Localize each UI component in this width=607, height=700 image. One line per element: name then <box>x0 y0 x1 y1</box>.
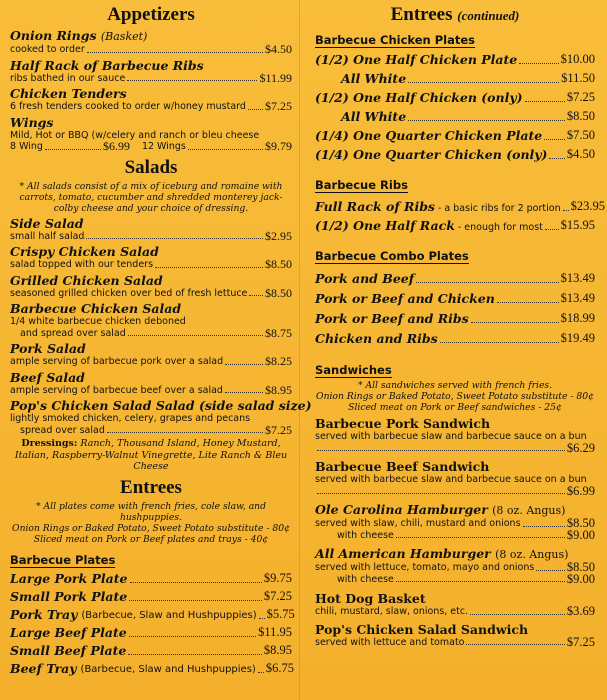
menu-item-chicken <box>315 109 595 124</box>
item-name: Chicken and Ribs <box>315 331 438 346</box>
menu-item-chicken-tenders <box>10 86 292 113</box>
item-name: Barbecue Pork Sandwich <box>315 416 491 431</box>
plate-list <box>10 570 295 676</box>
entrees-note: Onion Rings or Baked Potato, Sweet Potato substitute - 80¢ <box>12 522 290 534</box>
cheese-label: with cheese <box>337 573 394 585</box>
appetizers-title: Appetizers <box>107 4 195 25</box>
item-price: $13.49 <box>560 291 595 305</box>
salads-note: * All salads consist of a mix of iceburg and romaine with carrots, tomato, cucumber and shredded monterey jack-colby cheese and your choice of dressing. <box>19 180 283 214</box>
item-price: $8.95 <box>265 382 292 397</box>
item-name: Beef Salad <box>10 369 85 385</box>
item-extra: (Barbecue, Slaw and Hushpuppies) <box>81 610 257 621</box>
item-name: Pork Tray <box>10 606 78 622</box>
item-price: $4.50 <box>265 42 292 56</box>
menu-item-half-rack-ribs <box>10 58 292 85</box>
menu-item-plate <box>10 661 292 676</box>
wing-option: 8 Wing <box>10 141 43 152</box>
item-desc: small half salad <box>10 230 85 242</box>
item-price: $8.95 <box>263 642 292 657</box>
item-name: Large Pork Plate <box>10 570 128 586</box>
item-price: $9.75 <box>263 570 292 585</box>
item-name: All White <box>341 71 407 86</box>
item-note: (8 oz. Angus) <box>495 548 569 561</box>
item-name: Pork or Beef and Chicken <box>315 291 495 306</box>
item-desc: served with barbecue slaw and barbecue sauce on a bun <box>315 474 587 485</box>
item-price: $6.29 <box>566 440 595 455</box>
item-price: $8.50 <box>566 109 595 123</box>
menu-item-bbq-pork-sandwich <box>315 416 595 454</box>
item-desc: served with lettuce, tomato, mayo and onions <box>315 562 535 573</box>
cheese-price: $9.00 <box>566 571 595 586</box>
item-price: $13.49 <box>560 271 595 285</box>
sandwiches-note: Sliced meat on Pork or Beef sandwiches - 25¢ <box>348 402 562 413</box>
menu-item-chicken <box>315 90 595 105</box>
entrees-note: * All plates come with french fries, cole slaw, and hushpuppies. <box>36 500 266 523</box>
item-desc: 6 fresh tenders cooked to order w/honey mustard <box>10 101 246 112</box>
item-desc: served with lettuce and tomato <box>315 636 465 648</box>
menu-item-all-american-hamburger <box>315 546 595 585</box>
ribs-header: Barbecue Ribs <box>315 178 408 192</box>
item-name: Beef Tray <box>10 660 77 676</box>
item-name: Pork Salad <box>10 341 86 356</box>
menu-item-combo <box>315 331 595 346</box>
menu-item-combo <box>315 311 595 326</box>
item-extra: - enough for most <box>457 221 543 233</box>
item-name: Large Beef Plate <box>10 624 127 640</box>
item-name: Small Pork Plate <box>10 588 128 604</box>
cheese-label: with cheese <box>337 529 394 541</box>
menu-item-salad <box>10 273 292 300</box>
item-name: Wings <box>10 114 54 130</box>
menu-item-plate <box>10 625 292 640</box>
cheese-price: $9.00 <box>566 527 595 542</box>
item-row <box>10 325 292 340</box>
item-name: Side Salad <box>10 215 84 231</box>
item-name: Full Rack of Ribs <box>315 199 435 214</box>
entrees-note: Sliced meat on Pork or Beef plates and trays - 40¢ <box>33 533 269 545</box>
dressings-text: Ranch, Thousand Island, Honey Mustard, Italian, Raspberry-Walnut Vinegrette, Lite Ranch & Bleu Cheese <box>14 438 288 472</box>
item-desc: lightly smoked chicken, celery, grapes and pecans <box>10 413 251 424</box>
item-name: (1/4) One Quarter Chicken Plate <box>315 128 543 143</box>
item-price: $8.50 <box>265 285 292 300</box>
menu-item-onion-rings <box>10 28 292 56</box>
item-price: $6.99 <box>566 483 595 498</box>
right-column <box>315 4 605 650</box>
item-desc: 1/4 white barbecue chicken deboned <box>10 316 186 327</box>
item-row <box>10 356 292 368</box>
item-name: Hot Dog Basket <box>315 591 426 606</box>
item-name: (1/2) One Half Rack <box>315 218 455 233</box>
item-price: $8.50 <box>265 257 292 271</box>
item-row <box>10 259 292 271</box>
item-price: $18.99 <box>560 311 595 325</box>
wing-option: 12 Wings <box>141 141 186 152</box>
menu-item-salad <box>10 370 292 397</box>
item-name: Pop's Chicken Salad Sandwich <box>315 621 529 637</box>
item-price: $8.50 <box>566 560 595 574</box>
item-desc: and spread over salad <box>20 327 126 339</box>
salad-list <box>10 215 312 437</box>
menu-item-salad <box>10 301 292 339</box>
menu-item-wings <box>10 115 292 153</box>
item-desc: salad topped with our tenders <box>10 259 154 270</box>
item-desc: cooked to order <box>10 44 85 55</box>
item-name: (1/2) One Half Chicken (only) <box>315 90 523 105</box>
item-price: $19.49 <box>560 331 595 345</box>
item-price: $3.69 <box>566 604 595 618</box>
item-price: $5.75 <box>266 606 295 621</box>
item-price: $6.99 <box>102 139 130 153</box>
item-note: (Basket) <box>100 30 148 43</box>
ribs-list <box>315 199 605 233</box>
item-price: $23.95 <box>570 199 605 213</box>
item-row <box>10 422 292 437</box>
item-name: Small Beef Plate <box>10 642 127 658</box>
item-price: $7.25 <box>263 588 292 603</box>
item-name: All White <box>341 109 407 124</box>
sandwiches-note: Onion Rings or Baked Potato, Sweet Potato substitute - 80¢ <box>316 391 594 402</box>
item-price: $7.25 <box>265 422 292 437</box>
item-desc: seasoned grilled chicken over bed of fresh lettuce <box>10 287 248 299</box>
item-name: Crispy Chicken Salad <box>10 244 159 259</box>
item-name: Onion Rings <box>10 28 97 43</box>
item-name: Grilled Chicken Salad <box>10 272 163 288</box>
combo-list <box>315 271 595 346</box>
sandwiches-note: * All sandwiches served with french fries. <box>357 380 553 391</box>
menu-item-hot-dog-basket <box>315 591 595 618</box>
item-desc: served with barbecue slaw and barbecue sauce on a bun <box>315 431 587 442</box>
menu-item-chicken <box>315 71 595 86</box>
sandwiches-header: Sandwiches <box>315 363 392 377</box>
item-name: (1/4) One Quarter Chicken (only) <box>315 147 548 162</box>
item-price: $6.75 <box>265 660 294 675</box>
item-name: Pop's Chicken Salad Salad (side salad size) <box>10 398 312 413</box>
menu-item-ribs <box>315 218 595 233</box>
menu-item-salad <box>10 216 292 243</box>
salads-title: Salads <box>124 156 178 178</box>
item-name: All American Hamburger <box>315 546 491 561</box>
left-column <box>10 4 312 679</box>
item-name: Ole Carolina Hamburger <box>315 502 488 517</box>
item-name: Pork or Beef and Ribs <box>315 311 469 326</box>
column-divider <box>299 0 300 700</box>
item-extra: - a basic ribs for 2 portion <box>437 202 561 214</box>
menu-item-plate <box>10 589 292 604</box>
item-desc: chili, mustard, slaw, onions, etc. <box>315 606 469 617</box>
menu-item-salad <box>10 244 292 271</box>
item-name: Barbecue Beef Sandwich <box>315 459 490 474</box>
item-name: Pork and Beef <box>315 271 415 286</box>
menu-item-salad <box>10 341 292 368</box>
menu-item-chicken <box>315 52 595 67</box>
menu-item-salad <box>10 398 312 437</box>
item-price: $11.50 <box>561 71 595 85</box>
item-desc: ample serving of barbecue beef over a salad <box>10 384 223 396</box>
combo-header: Barbecue Combo Plates <box>315 249 469 263</box>
item-row <box>10 228 292 243</box>
menu-item-combo <box>315 291 595 306</box>
menu-item-bbq-beef-sandwich <box>315 459 595 497</box>
item-desc: ample serving of barbecue pork over a salad <box>10 356 224 367</box>
item-row <box>10 285 292 300</box>
menu-item-chicken <box>315 147 595 162</box>
item-price: $10.00 <box>560 52 595 66</box>
item-row <box>10 382 292 397</box>
item-desc: served with slaw, chili, mustard and onions <box>315 518 521 529</box>
item-extra: (Barbecue, Slaw and Hushpuppies) <box>80 664 256 675</box>
chicken-list <box>315 52 595 162</box>
menu-item-plate <box>10 643 292 658</box>
entrees-continued-title <box>315 4 595 27</box>
item-name: Chicken Tenders <box>10 86 127 101</box>
item-price: $8.25 <box>265 354 292 368</box>
menu-item-chicken <box>315 128 595 143</box>
dressings-line <box>10 438 292 473</box>
menu-item-ribs <box>315 199 605 214</box>
menu-item-combo <box>315 271 595 286</box>
entrees-title: Entrees <box>390 4 453 25</box>
chicken-plates-header: Barbecue Chicken Plates <box>315 33 476 47</box>
item-price: $8.75 <box>265 325 292 340</box>
item-price: $7.25 <box>566 90 595 104</box>
item-price: $7.50 <box>566 128 595 142</box>
item-desc: ribs bathed in our sauce <box>10 72 126 84</box>
continued-label: (continued) <box>457 8 520 23</box>
item-price: $7.25 <box>566 634 595 649</box>
item-desc: spread over salad <box>20 424 105 436</box>
item-price: $8.50 <box>566 516 595 530</box>
item-name: Half Rack of Barbecue Ribs <box>10 57 204 73</box>
entrees-title: Entrees <box>120 476 182 498</box>
menu-item-ole-carolina-hamburger <box>315 502 595 541</box>
dressings-label: Dressings: <box>21 438 78 449</box>
item-price: $4.50 <box>566 147 595 161</box>
item-price: $15.95 <box>560 218 595 232</box>
menu-item-plate <box>10 606 295 622</box>
menu-item-pops-chicken-salad-sandwich <box>315 622 595 649</box>
barbecue-plates-header: Barbecue Plates <box>10 552 116 567</box>
item-name: Barbecue Chicken Salad <box>10 301 182 316</box>
item-price: $2.95 <box>265 228 292 243</box>
menu-item-plate <box>10 571 292 586</box>
item-price: $7.25 <box>265 99 292 113</box>
item-price: $11.99 <box>259 70 292 85</box>
item-desc: Mild, Hot or BBQ (w/celery and ranch or bleu cheese <box>10 129 260 141</box>
item-price: $9.79 <box>265 139 292 153</box>
item-price: $11.95 <box>258 624 292 639</box>
item-note: (8 oz. Angus) <box>492 504 566 517</box>
item-name: (1/2) One Half Chicken Plate <box>315 52 518 67</box>
